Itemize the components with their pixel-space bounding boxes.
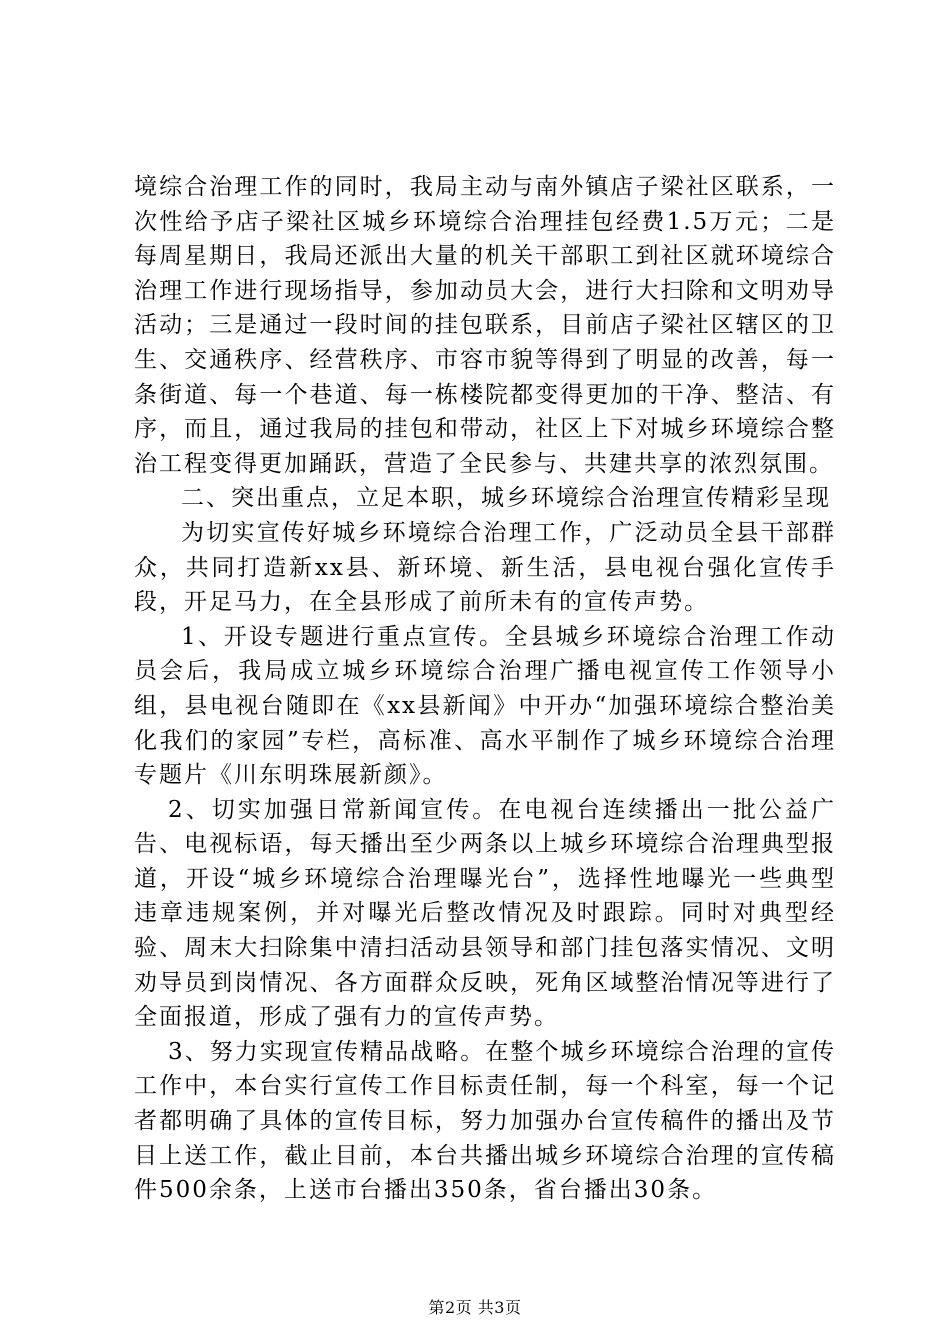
paragraph-continuation: 境综合治理工作的同时，我局主动与南外镇店子梁社区联系，一次性给予店子梁社区城乡环境综合治理挂包经费1.5万元；二是每周星期日，我局还派出大量的机关干部职工到社区就环境综合治理工作进行现场指导，参加动员大会，进行大扫除和文明劝导活动；三是通过一段时间的挂包联系，目前店子梁社区辖区的卫生、交通秩序、经营秩序、市容市貌等得到了明显的改善，每一条街道、每一个巷道、每一栋楼院都变得更加的干净、整洁、有序，而且，通过我局的挂包和带动，社区上下对城乡环境综合整治工程变得更加踊跃，营造了全民参与、共建共享的浓烈氛围。 [134, 174, 836, 477]
paragraph-intro: 为切实宣传好城乡环境综合治理工作，广泛动员全县干部群众，共同打造新xx县、新环境、新生活，县电视台强化宣传手段，开足马力，在全县形成了前所未有的宣传声势。 [134, 519, 836, 616]
paragraph-item-1: 1、开设专题进行重点宣传。全县城乡环境综合治理工作动员会后，我局成立城乡环境综合治理广播电视宣传工作领导小组，县电视台随即在《xx县新闻》中开办“加强环境综合整治美化我们的家园”专栏，高标准、高水平制作了城乡环境综合治理专题片《川东明珠展新颜》。 [134, 623, 836, 789]
document-body [134, 170, 836, 1208]
page-footer: 第2页 共3页 [428, 1298, 522, 1317]
section-heading: 二、突出重点，立足本职，城乡环境综合治理宣传精彩呈现 [181, 485, 831, 512]
paragraph-item-2: 2、切实加强日常新闻宣传。在电视台连续播出一批公益广告、电视标语，每天播出至少两条以上城乡环境综合治理典型报道，开设“城乡环境综合治理曝光台”，选择性地曝光一些典型违章违规案例，并对曝光后整改情况及时跟踪。同时对典型经验、周末大扫除集中清扫活动县领导和部门挂包落实情况、文明劝导员到岗情况、各方面群众反映，死角区域整治情况等进行了全面报道，形成了强有力的宣传声势。 [134, 796, 836, 1031]
paragraph-item-3: 3、努力实现宣传精品战略。在整个城乡环境综合治理的宣传工作中，本台实行宣传工作目标责任制，每一个科室，每一个记者都明确了具体的宣传目标，努力加强办台宣传稿件的播出及节目上送工作，截止目前，本台共播出城乡环境综合治理的宣传稿件500余条，上送市台播出350条，省台播出30条。 [134, 1038, 836, 1204]
